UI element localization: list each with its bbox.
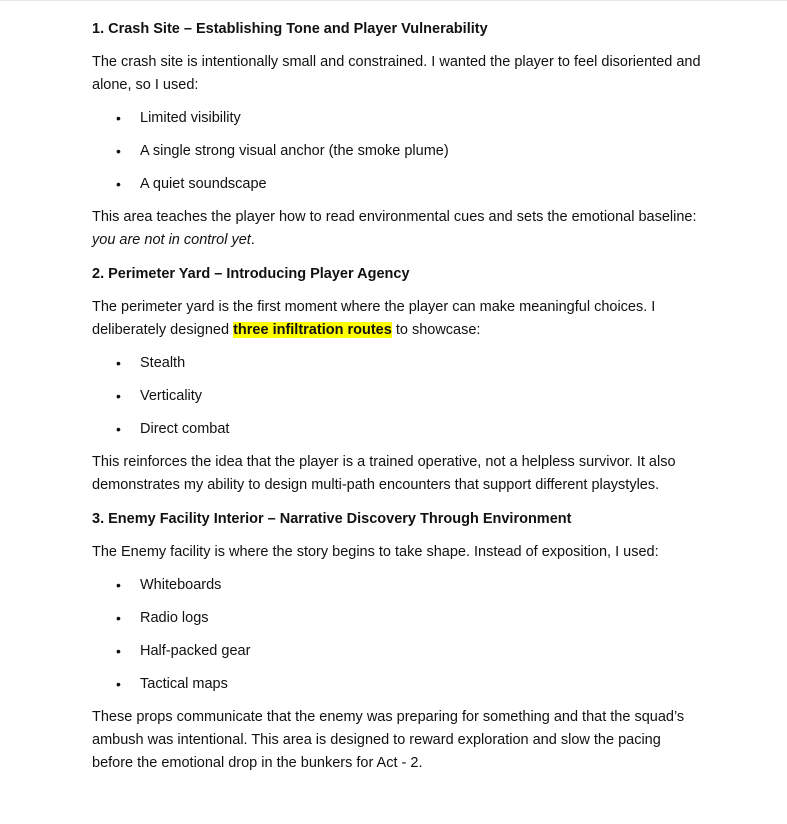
bullet-icon: •: [116, 676, 121, 693]
list-item: • Direct combat: [92, 418, 702, 440]
section-heading-perimeter-yard: 2. Perimeter Yard – Introducing Player Agency: [92, 265, 410, 282]
bullet-icon: •: [116, 643, 121, 660]
list-item: • Half-packed gear: [92, 640, 702, 662]
paragraph-enemy-facility-intro: The Enemy facility is where the story begins to take shape. Instead of exposition, I used:: [92, 543, 659, 560]
list-item: • Verticality: [92, 385, 702, 407]
highlighted-text: three infiltration routes: [233, 321, 392, 338]
list-perimeter-yard: [92, 352, 702, 440]
bullet-icon: •: [116, 610, 121, 627]
bullet-icon: •: [116, 355, 121, 372]
list-item: • Limited visibility: [92, 107, 702, 129]
paragraph-perimeter-yard-intro: The perimeter yard is the first moment where the player can make meaningful choices. I deliberately designed three infiltration routes to showcase:: [92, 298, 656, 338]
bullet-icon: •: [116, 421, 121, 438]
list-item: • Radio logs: [92, 607, 702, 629]
list-enemy-facility: [92, 574, 702, 695]
bullet-icon: •: [116, 110, 121, 127]
section-heading-crash-site: 1. Crash Site – Establishing Tone and Player Vulnerability: [92, 21, 488, 37]
top-divider: [0, 0, 787, 1]
bullet-icon: •: [116, 577, 121, 594]
list-crash-site: [92, 107, 702, 195]
document-body: [92, 18, 702, 774]
paragraph-crash-site-closing: This area teaches the player how to read environmental cues and sets the emotional baseline: you are not in control yet.: [92, 209, 697, 249]
paragraph-enemy-facility-closing: These props communicate that the enemy was preparing for something and that the squad’s ambush was intentional. This area is designed to reward exploration and slow the pacing before the emotional drop in the bunkers for Act - 2.: [92, 709, 685, 771]
paragraph-crash-site-intro: The crash site is intentionally small and constrained. I wanted the player to feel disoriented and alone, so I used:: [92, 54, 701, 93]
list-item: • Tactical maps: [92, 673, 702, 695]
bullet-icon: •: [116, 143, 121, 160]
emphasis-text: you are not in control yet: [92, 232, 251, 249]
section-heading-enemy-facility: 3. Enemy Facility Interior – Narrative Discovery Through Environment: [92, 510, 572, 527]
list-item: • A quiet soundscape: [92, 173, 702, 195]
bullet-icon: •: [116, 388, 121, 405]
list-item: • A single strong visual anchor (the smoke plume): [92, 140, 702, 162]
list-item: • Whiteboards: [92, 574, 702, 596]
bullet-icon: •: [116, 176, 121, 193]
list-item: • Stealth: [92, 352, 702, 374]
paragraph-perimeter-yard-closing: This reinforces the idea that the player is a trained operative, not a helpless survivor. It also demonstrates my ability to design multi-path encounters that support different playstyles.: [92, 454, 676, 493]
